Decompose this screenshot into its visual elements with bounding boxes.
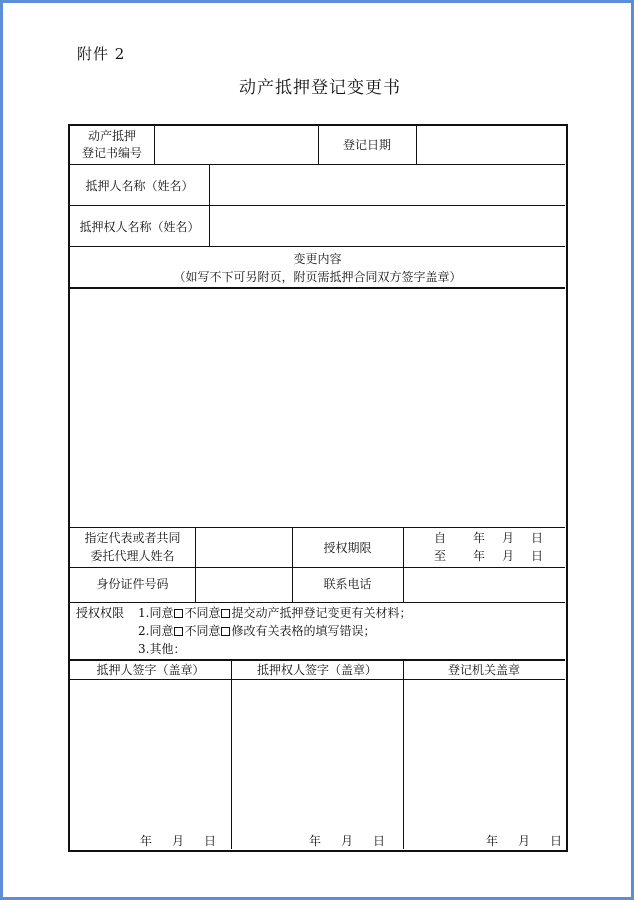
mortgagee-sign-date: 年 月 日 <box>309 834 386 848</box>
phone-field[interactable] <box>404 569 564 601</box>
id-number-label: 身份证件号码 <box>96 577 169 591</box>
registry-seal-date: 年 月 日 <box>486 834 563 848</box>
mortgagee-signature-label: 抵押权人签字（盖章） <box>256 663 377 677</box>
mortgagor-signature-field[interactable] <box>72 682 229 822</box>
reg-no-label-line2: 登记书编号 <box>81 146 142 160</box>
agent-label-line1: 指定代表或者共同 <box>84 531 181 545</box>
agent-label-line2: 委托代理人姓名 <box>90 549 175 563</box>
change-content-title: 变更内容 <box>293 252 342 266</box>
disagree-checkbox-1[interactable] <box>221 609 230 618</box>
change-content-field[interactable] <box>72 291 563 525</box>
form-table <box>68 124 568 852</box>
auth-period-from: 自 年 月 日 <box>434 531 544 545</box>
auth-period-label: 授权期限 <box>323 541 372 555</box>
mortgagee-name-label: 抵押权人名称（姓名） <box>79 220 200 234</box>
attachment-label: 附件 2 <box>77 45 126 63</box>
phone-label: 联系电话 <box>323 577 372 591</box>
reg-no-label-line1: 动产抵押 <box>87 129 136 143</box>
reg-date-label: 登记日期 <box>342 138 391 152</box>
disagree-checkbox-2[interactable] <box>221 627 230 636</box>
mortgagor-signature-label: 抵押人签字（盖章） <box>96 663 205 677</box>
mortgagor-name-label: 抵押人名称（姓名） <box>85 179 194 193</box>
reg-no-field[interactable] <box>155 127 317 163</box>
agent-name-field[interactable] <box>196 529 291 565</box>
id-number-field[interactable] <box>196 569 291 601</box>
authority-item-2: 2.同意 不同意 修改有关表格的填写错误； <box>138 624 376 638</box>
agree-checkbox-1[interactable] <box>174 609 183 618</box>
mortgagee-name-field[interactable] <box>210 207 564 245</box>
mortgagor-name-field[interactable] <box>210 166 564 204</box>
document-title: 动产抵押登记变更书 <box>239 78 401 98</box>
agree-checkbox-2[interactable] <box>174 627 183 636</box>
registry-seal-label: 登记机关盖章 <box>447 663 520 677</box>
mortgagor-sign-date: 年 月 日 <box>140 834 217 848</box>
authority-label: 授权权限 <box>76 606 125 620</box>
reg-date-field[interactable] <box>417 127 564 163</box>
change-content-note: （如写不下可另附页，附页需抵押合同双方签字盖章） <box>173 270 462 284</box>
registry-seal-field[interactable] <box>405 682 563 822</box>
mortgagee-signature-field[interactable] <box>233 682 401 822</box>
auth-period-to: 至 年 月 日 <box>434 549 544 563</box>
authority-item-3: 3.其他： <box>138 642 186 656</box>
authority-item-1: 1.同意 不同意 提交动产抵押登记变更有关材料； <box>138 606 412 620</box>
